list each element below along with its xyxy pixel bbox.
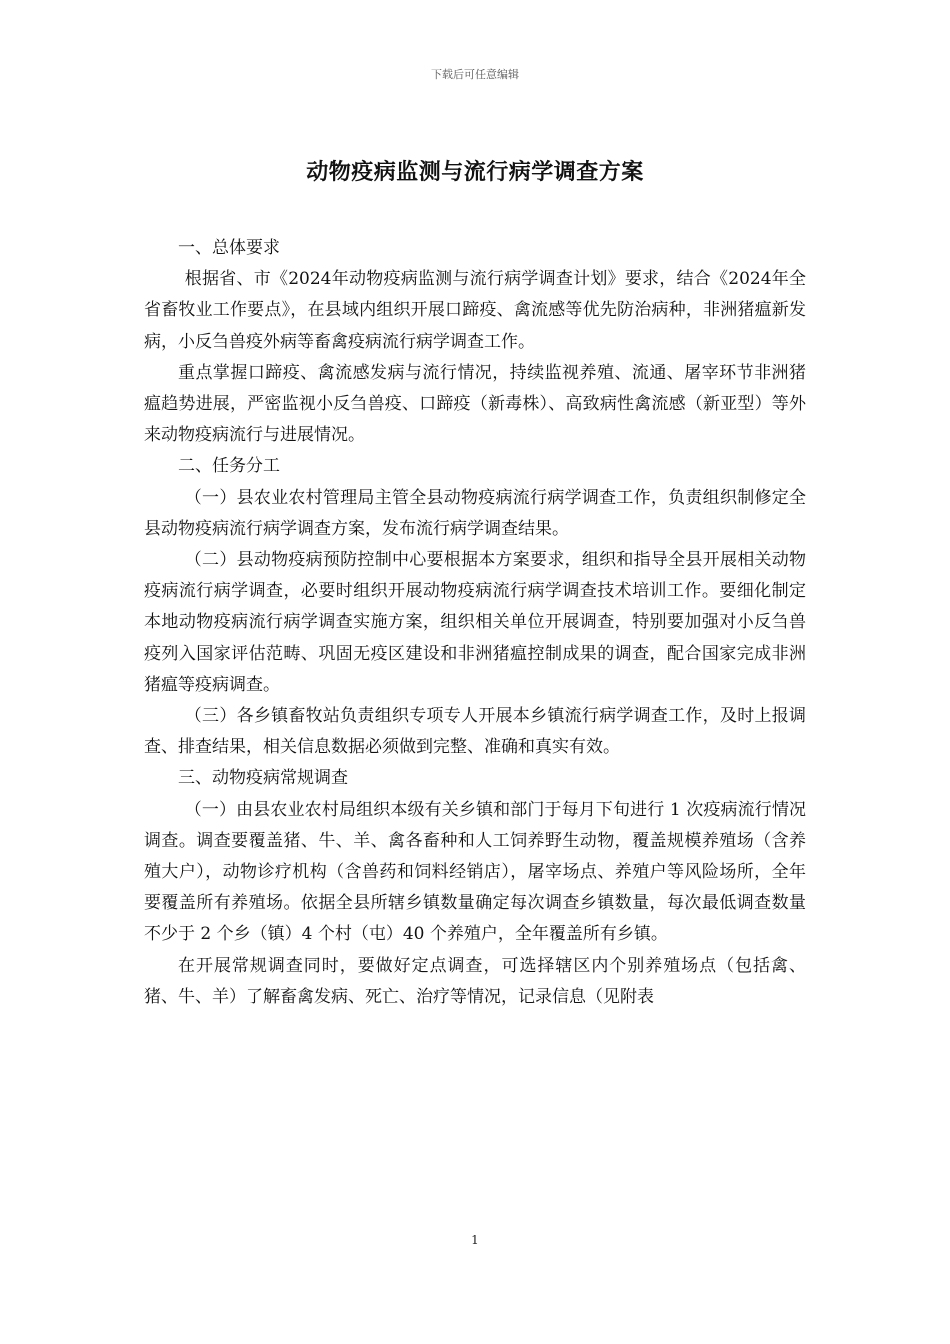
header-note: 下载后可任意编辑 bbox=[431, 68, 519, 81]
paragraph: （三）各乡镇畜牧站负责组织专项专人开展本乡镇流行病学调查工作，及时上报调查、排查结果，相关信息数据必须做到完整、准确和真实有效。 bbox=[144, 706, 806, 758]
paragraph: （一）由县农业农村局组织本级有关乡镇和部门于每月下旬进行 1 次疫病流行情况调查。调查要覆盖猪、牛、羊、禽各畜种和人工饲养野生动物，覆盖规模养殖场（含养殖大户），动物诊疗机构（含兽药和饲料经销店），屠宰场点、养殖户等风险场所，全年要覆盖所有养殖场。依据全县所辖乡镇数量确定每次调查乡镇数量，每次最低调查数量不少于 2 个乡（镇）4 个村（屯）40 个养殖户，全年覆盖所有乡镇。 bbox=[144, 799, 806, 945]
section-heading-2: 二、任务分工 bbox=[178, 456, 280, 477]
paragraph: 重点掌握口蹄疫、禽流感发病与流行情况，持续监视养殖、流通、屠宰环节非洲猪瘟趋势进展，严密监视小反刍兽疫、口蹄疫（新毒株）、高致病性禽流感（新亚型）等外来动物疫病流行与进展情况。 bbox=[144, 362, 806, 446]
section-heading-1: 一、总体要求 bbox=[178, 238, 280, 258]
document-title: 动物疫病监测与流行病学调查方案 bbox=[306, 160, 644, 185]
paragraph: （二）县动物疫病预防控制中心要根据本方案要求，组织和指导全县开展相关动物疫病流行病学调查，必要时组织开展动物疫病流行病学调查技术培训工作。要细化制定本地动物疫病流行病学调查实施方案，组织相关单位开展调查，特别要加强对小反刍兽疫列入国家评估范畴、巩固无疫区建设和非洲猪瘟控制成果的调查，配合国家完成非洲猪瘟等疫病调查。 bbox=[144, 550, 806, 695]
paragraph: 根据省、市《2024年动物疫病监测与流行病学调查计划》要求，结合《2024年全省畜牧业工作要点》，在县域内组织开展口蹄疫、禽流感等优先防治病种，非洲猪瘟新发病，小反刍兽疫外病等畜禽疫病流行病学调查工作。 bbox=[144, 269, 806, 352]
paragraph: （一）县农业农村管理局主管全县动物疫病流行病学调查工作，负责组织制修定全县动物疫病流行病学调查方案，发布流行病学调查结果。 bbox=[144, 487, 806, 539]
document-body bbox=[144, 233, 806, 1013]
paragraph: 在开展常规调查同时，要做好定点调查，可选择辖区内个别养殖场点（包括禽、猪、牛、羊）了解畜禽发病、死亡、治疗等情况，记录信息（见附表 bbox=[144, 955, 806, 1007]
page-number: 1 bbox=[471, 1233, 479, 1247]
section-heading-3: 三、动物疫病常规调查 bbox=[178, 768, 348, 789]
